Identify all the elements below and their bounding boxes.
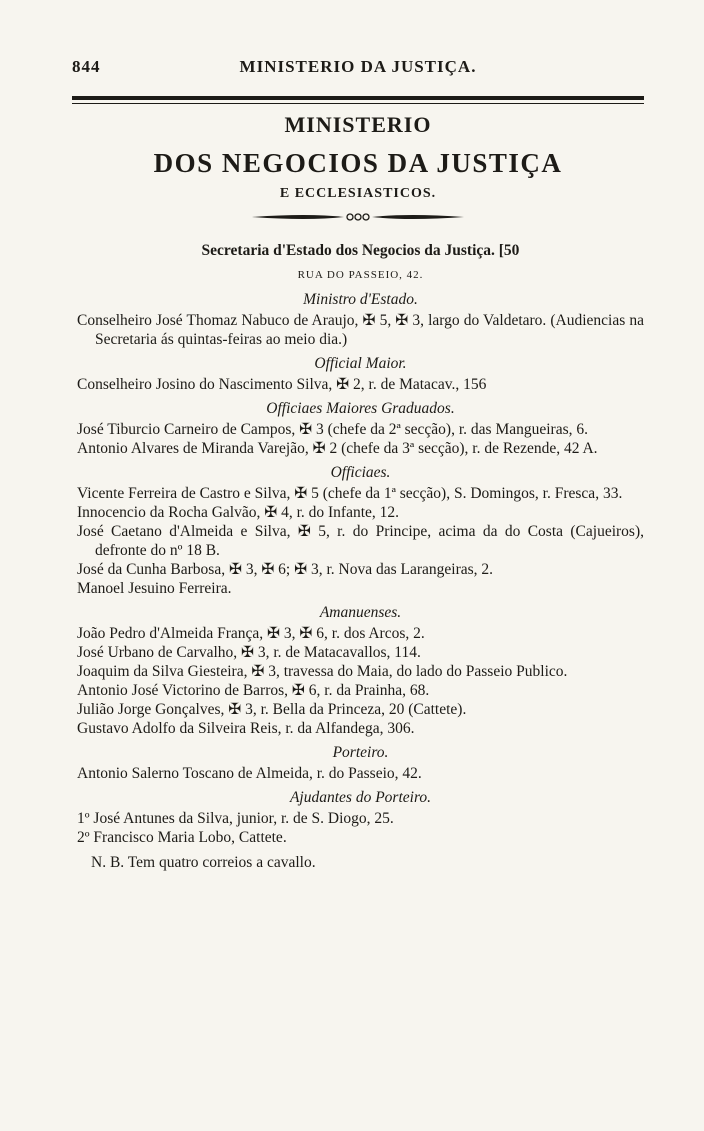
list-entry: João Pedro d'Almeida França, ✠ 3, ✠ 6, r. dos Arcos, 2. <box>77 625 425 642</box>
section-heading: Officiaes Maiores Graduados. <box>266 400 455 417</box>
section-amanuenses <box>77 603 644 738</box>
footnote-nb: N. B. Tem quatro correios a cavallo. <box>91 854 316 871</box>
ornament-divider <box>248 210 468 224</box>
list-entry: Innocencio da Rocha Galvão, ✠ 4, r. do Infante, 12. <box>77 504 400 521</box>
section-ministro <box>77 290 644 349</box>
running-head <box>72 57 644 81</box>
running-title: MINISTERIO DA JUSTIÇA. <box>239 57 477 76</box>
list-entry: Gustavo Adolfo da Silveira Reis, r. da Alfandega, 306. <box>77 720 415 737</box>
list-entry: 1º José Antunes da Silva, junior, r. de S. Diogo, 25. <box>77 810 394 827</box>
section-officiaes-maiores <box>77 399 644 458</box>
title-line-1: MINISTERIO <box>284 112 432 137</box>
header-rule-thin <box>72 103 644 104</box>
list-entry: Julião Jorge Gonçalves, ✠ 3, r. Bella da Princeza, 20 (Cattete). <box>77 701 467 718</box>
section-heading: Porteiro. <box>332 744 389 761</box>
secretaria-title: Secretaria d'Estado dos Negocios da Justiça. [50 <box>201 242 520 259</box>
list-entry: Manoel Jesuino Ferreira. <box>77 580 232 597</box>
list-entry: José Tiburcio Carneiro de Campos, ✠ 3 (chefe da 2ª secção), r. das Mangueiras, 6. <box>77 421 588 438</box>
header-rule-thick <box>72 96 644 100</box>
list-entry: Conselheiro José Thomaz Nabuco de Araujo, ✠ 5, ✠ 3, largo do Valdetaro. (Audiencias na Secretaria ás quintas-feiras ao meio dia.) <box>77 312 644 348</box>
secretaria-address: RUA DO PASSEIO, 42. <box>297 269 424 281</box>
section-ajudantes <box>77 788 644 847</box>
section-officiaes <box>77 463 644 598</box>
document-body <box>77 241 644 872</box>
list-entry: Antonio Salerno Toscano de Almeida, r. do Passeio, 42. <box>77 765 422 782</box>
list-entry: Antonio Alvares de Miranda Varejão, ✠ 2 (chefe da 3ª secção), r. de Rezende, 42 A. <box>77 440 598 457</box>
page-number: 844 <box>72 57 101 76</box>
list-entry: Antonio José Victorino de Barros, ✠ 6, r. da Prainha, 68. <box>77 682 430 699</box>
list-entry: 2º Francisco Maria Lobo, Cattete. <box>77 829 287 846</box>
section-heading: Ministro d'Estado. <box>303 291 418 308</box>
list-entry: Joaquim da Silva Giesteira, ✠ 3, travessa do Maia, do lado do Passeio Publico. <box>77 663 568 680</box>
section-heading: Official Maior. <box>314 355 407 372</box>
list-entry: Conselheiro Josino do Nascimento Silva, ✠ 2, r. de Matacav., 156 <box>77 376 487 393</box>
section-heading: Amanuenses. <box>319 604 402 621</box>
list-entry: José Caetano d'Almeida e Silva, ✠ 5, r. do Principe, acima da do Costa (Cajueiros), defronte do nº 18 B. <box>77 523 644 559</box>
list-entry: José Urbano de Carvalho, ✠ 3, r. de Matacavallos, 114. <box>77 644 421 661</box>
section-heading: Officiaes. <box>330 464 391 481</box>
section-porteiro <box>77 743 644 783</box>
list-entry: José da Cunha Barbosa, ✠ 3, ✠ 6; ✠ 3, r. Nova das Larangeiras, 2. <box>77 561 494 578</box>
section-official-maior <box>77 354 644 394</box>
list-entry: Vicente Ferreira de Castro e Silva, ✠ 5 (chefe da 1ª secção), S. Domingos, r. Fresca, 33. <box>77 485 623 502</box>
title-line-2: DOS NEGOCIOS DA JUSTIÇA <box>153 148 563 178</box>
section-heading: Ajudantes do Porteiro. <box>289 789 432 806</box>
title-line-3: E ECCLESIASTICOS. <box>279 186 437 201</box>
